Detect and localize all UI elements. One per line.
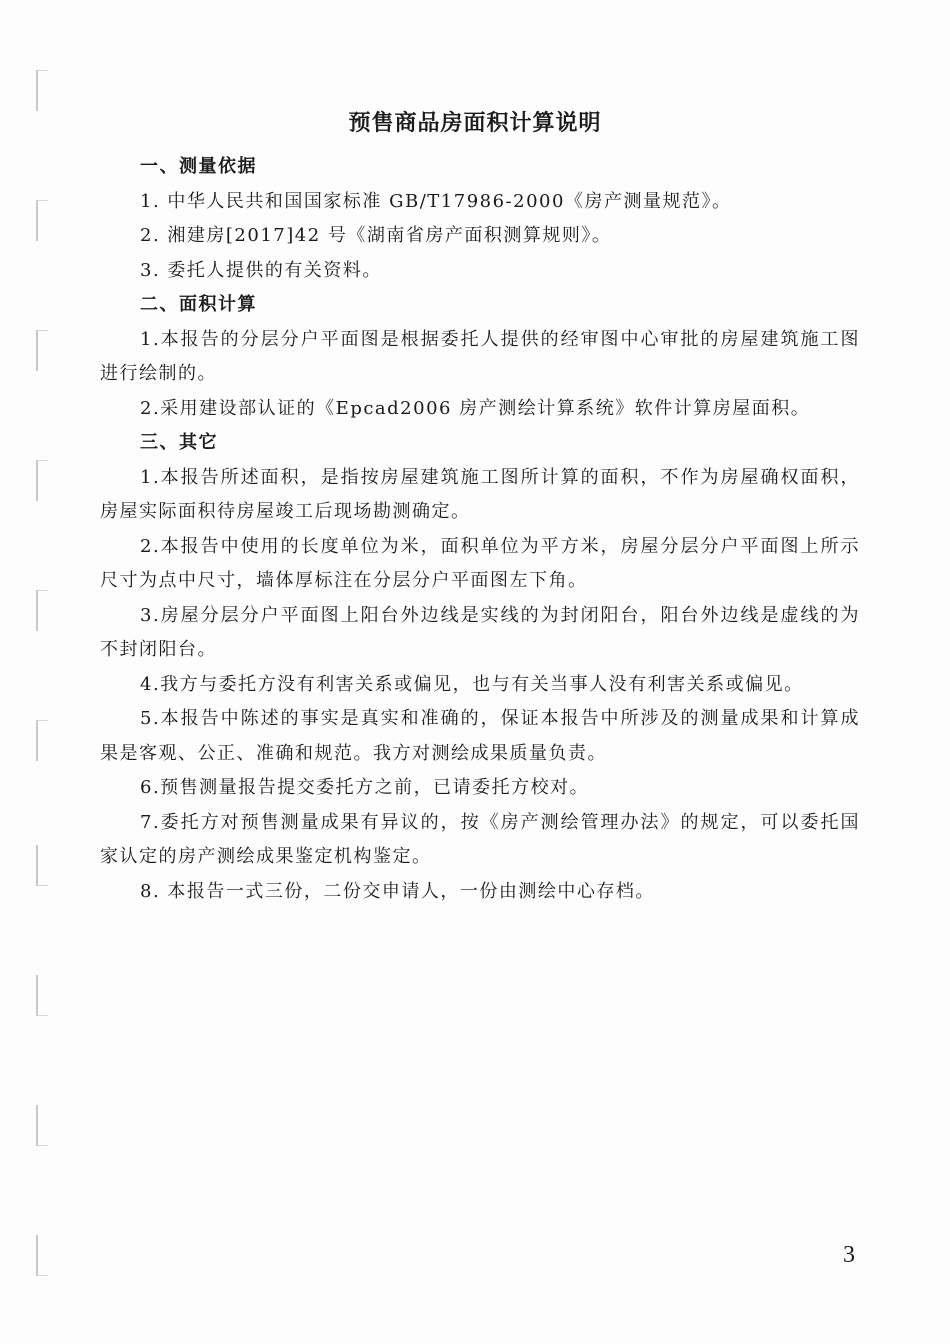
section-item: 2. 湘建房[2017]42 号《湖南省房产面积测算规则》。 xyxy=(140,225,612,246)
binding-mark xyxy=(36,200,48,241)
page-number: 3 xyxy=(843,1242,855,1268)
section-item: 4.我方与委托方没有利害关系或偏见，也与有关当事人没有利害关系或偏见。 xyxy=(140,673,804,695)
binding-mark xyxy=(36,70,48,111)
binding-mark xyxy=(36,720,48,761)
section-item: 3. 委托人提供的有关资料。 xyxy=(140,259,382,281)
section-item: 7.委托方对预售测量成果有异议的，按《房产测绘管理办法》的规定，可以委托国家认定的房产测绘成果鉴定机构鉴定。 xyxy=(100,811,860,867)
section-item: 3.房屋分层分户平面图上阳台外边线是实线的为封闭阳台，阳台外边线是虚线的为不封闭阳台。 xyxy=(100,604,860,660)
section-heading: 一、测量依据 xyxy=(140,156,257,177)
section-heading: 二、面积计算 xyxy=(140,294,257,315)
section-heading: 三、其它 xyxy=(140,432,218,453)
binding-mark xyxy=(36,845,48,886)
section-item: 1.本报告所述面积，是指按房屋建筑施工图所计算的面积，不作为房屋确权面积，房屋实际面积待房屋竣工后现场勘测确定。 xyxy=(100,466,860,522)
document-title: 预售商品房面积计算说明 xyxy=(348,111,602,136)
binding-mark xyxy=(36,590,48,631)
section-item: 8. 本报告一式三份，二份交申请人，一份由测绘中心存档。 xyxy=(140,880,655,902)
section-item: 2.采用建设部认证的《Epcad2006 房产测绘计算系统》软件计算房屋面积。 xyxy=(140,397,811,419)
binding-mark xyxy=(36,1105,48,1146)
section-item: 1. 中华人民共和国国家标准 GB/T17986-2000《房产测量规范》。 xyxy=(140,190,732,212)
binding-mark xyxy=(36,1235,48,1276)
document-body xyxy=(100,150,860,909)
section-item: 6.预售测量报告提交委托方之前，已请委托方校对。 xyxy=(140,777,590,798)
binding-mark xyxy=(36,460,48,501)
binding-mark xyxy=(36,330,48,371)
binding-mark xyxy=(36,975,48,1016)
section-item: 2.本报告中使用的长度单位为米，面积单位为平方米，房屋分层分户平面图上所示尺寸为点中尺寸，墙体厚标注在分层分户平面图左下角。 xyxy=(100,535,860,591)
section-item: 1.本报告的分层分户平面图是根据委托人提供的经审图中心审批的房屋建筑施工图进行绘制的。 xyxy=(100,328,860,384)
section-item: 5.本报告中陈述的事实是真实和准确的，保证本报告中所涉及的测量成果和计算成果是客观、公正、准确和规范。我方对测绘成果质量负责。 xyxy=(100,708,860,764)
